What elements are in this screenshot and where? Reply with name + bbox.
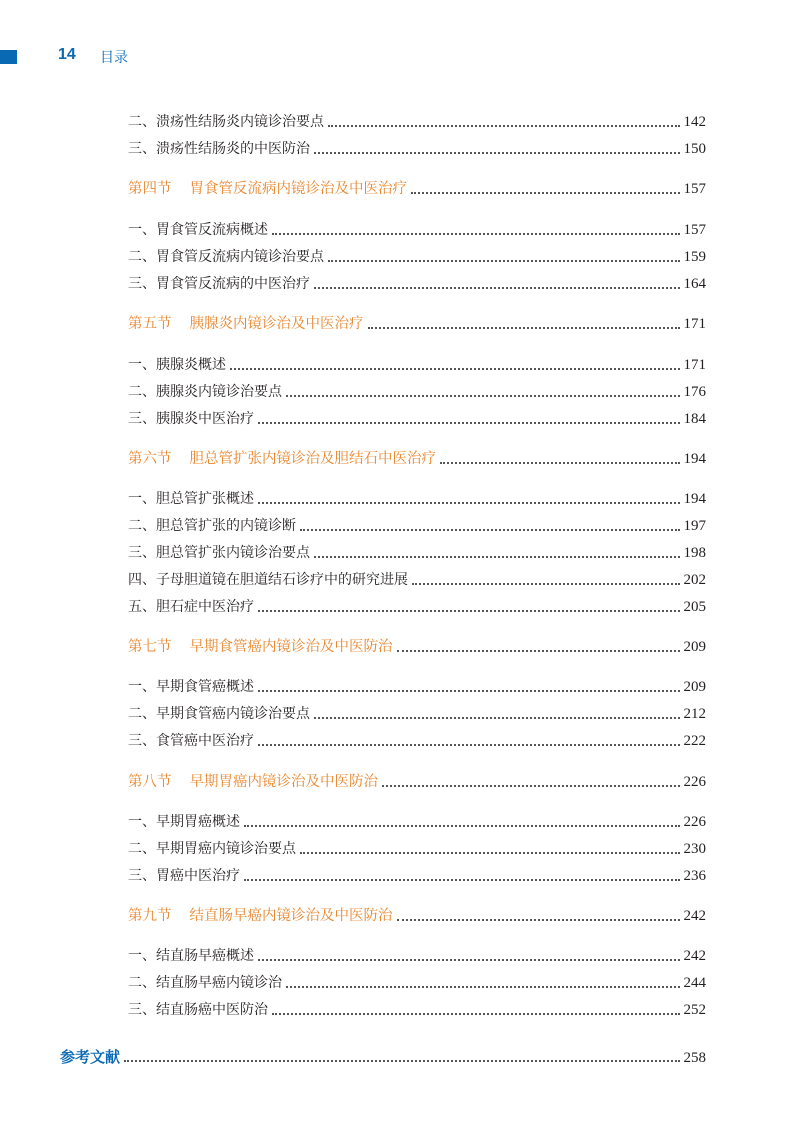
- toc-section-number: 第九节: [128, 908, 172, 924]
- toc-item-label: 三、胃癌中医治疗: [128, 868, 240, 884]
- toc-item-label: 三、溃疡性结肠炎的中医防治: [128, 141, 310, 157]
- toc-item[interactable]: [128, 945, 706, 967]
- dot-leader: [314, 555, 680, 558]
- toc-section-number: 第五节: [128, 316, 172, 332]
- toc-item-label: 一、早期胃癌概述: [128, 814, 240, 830]
- toc-section[interactable]: [128, 636, 706, 658]
- toc-item[interactable]: [128, 811, 706, 833]
- toc-item[interactable]: [128, 730, 706, 752]
- toc-item[interactable]: [128, 972, 706, 994]
- toc-item[interactable]: [128, 138, 706, 160]
- toc-item[interactable]: [128, 569, 706, 591]
- toc-section-label: [128, 636, 393, 658]
- toc-item-page: 242: [683, 948, 706, 964]
- toc-item[interactable]: [128, 273, 706, 295]
- toc-item-page: 142: [683, 114, 706, 130]
- toc-item-label: 三、胰腺炎中医治疗: [128, 411, 254, 427]
- header-title: 目录: [100, 50, 128, 66]
- toc-item[interactable]: [128, 246, 706, 268]
- toc-item[interactable]: [128, 865, 706, 887]
- toc-section-label: [128, 905, 393, 927]
- dot-leader: [258, 958, 680, 961]
- dot-leader: [258, 501, 680, 504]
- toc-section-label: [128, 178, 407, 200]
- toc-item-label: 一、胃食管反流病概述: [128, 222, 268, 238]
- dot-leader: [368, 326, 680, 329]
- dot-leader: [244, 824, 680, 827]
- toc-item-page: 198: [683, 545, 706, 561]
- toc-section-page: 157: [683, 181, 706, 197]
- dot-leader: [300, 528, 680, 531]
- dot-leader: [440, 461, 680, 464]
- dot-leader: [244, 878, 680, 881]
- toc-section-title: 胰腺炎内镜诊治及中医治疗: [189, 316, 364, 332]
- dot-leader: [328, 259, 680, 262]
- toc-item-page: 209: [683, 679, 706, 695]
- toc-references-page: 258: [683, 1050, 706, 1066]
- page-number: 14: [58, 46, 76, 63]
- dot-leader: [382, 784, 680, 787]
- dot-leader: [258, 689, 680, 692]
- toc-item[interactable]: [128, 676, 706, 698]
- toc-item-page: 205: [683, 599, 706, 615]
- dot-leader: [314, 151, 680, 154]
- toc-section-title: 早期胃癌内镜诊治及中医防治: [189, 774, 378, 790]
- toc-item-page: 252: [683, 1002, 706, 1018]
- toc-item-label: 二、溃疡性结肠炎内镜诊治要点: [128, 114, 324, 130]
- dot-leader: [286, 394, 680, 397]
- toc-section-page: 209: [683, 639, 706, 655]
- toc-item-label: 二、结直肠早癌内镜诊治: [128, 975, 282, 991]
- toc-item[interactable]: [128, 515, 706, 537]
- toc-item-label: 一、胆总管扩张概述: [128, 491, 254, 507]
- toc-section-label: [128, 313, 364, 335]
- dot-leader: [286, 985, 680, 988]
- toc-item-page: 226: [683, 814, 706, 830]
- toc-item[interactable]: [128, 354, 706, 376]
- toc-item-label: 二、早期食管癌内镜诊治要点: [128, 706, 310, 722]
- toc-item-label: 二、早期胃癌内镜诊治要点: [128, 841, 296, 857]
- toc-item-page: 164: [683, 276, 706, 292]
- toc-section[interactable]: [128, 178, 706, 200]
- toc-item[interactable]: [128, 408, 706, 430]
- toc-section-page: 242: [683, 908, 706, 924]
- toc-item-page: 194: [683, 491, 706, 507]
- toc-section-title: 结直肠早癌内镜诊治及中医防治: [189, 908, 393, 924]
- toc-section[interactable]: [128, 905, 706, 927]
- toc-item[interactable]: [128, 999, 706, 1021]
- toc-section-title: 胆总管扩张内镜诊治及胆结石中医治疗: [189, 451, 436, 467]
- toc-section[interactable]: [128, 771, 706, 793]
- toc-section-label: [128, 448, 436, 470]
- dot-leader: [272, 1012, 680, 1015]
- toc-item[interactable]: [128, 838, 706, 860]
- toc-references-label: 参考文献: [60, 1048, 121, 1066]
- toc-section[interactable]: [128, 448, 706, 470]
- dot-leader: [314, 286, 680, 289]
- toc-item-page: 159: [683, 249, 706, 265]
- toc-section-label: [128, 771, 378, 793]
- toc-section-title: 早期食管癌内镜诊治及中医防治: [189, 639, 393, 655]
- toc-item[interactable]: [128, 542, 706, 564]
- dot-leader: [397, 918, 680, 921]
- dot-leader: [328, 124, 680, 127]
- toc-item-label: 二、胃食管反流病内镜诊治要点: [128, 249, 324, 265]
- toc-item-label: 三、食管癌中医治疗: [128, 733, 254, 749]
- toc-item-page: 222: [683, 733, 706, 749]
- toc-item-page: 184: [683, 411, 706, 427]
- toc-section[interactable]: [128, 313, 706, 335]
- toc-item-page: 171: [683, 357, 706, 373]
- toc-item-label: 二、胰腺炎内镜诊治要点: [128, 384, 282, 400]
- toc-item[interactable]: [128, 111, 706, 133]
- toc-item-label: 五、胆石症中医治疗: [128, 599, 254, 615]
- dot-leader: [258, 421, 680, 424]
- toc-item-label: 三、结直肠癌中医防治: [128, 1002, 268, 1018]
- toc-section-number: 第四节: [128, 181, 172, 197]
- dot-leader: [411, 191, 680, 194]
- toc-item-page: 197: [683, 518, 706, 534]
- toc-item-page: 212: [683, 706, 706, 722]
- toc-item-label: 二、胆总管扩张的内镜诊断: [128, 518, 296, 534]
- dot-leader: [258, 609, 680, 612]
- toc-section-number: 第六节: [128, 451, 172, 467]
- toc-item-page: 157: [683, 222, 706, 238]
- toc-item-label: 一、结直肠早癌概述: [128, 948, 254, 964]
- toc-item[interactable]: [128, 703, 706, 725]
- toc-item-page: 230: [683, 841, 706, 857]
- toc-references[interactable]: [60, 1046, 706, 1068]
- toc-item[interactable]: [128, 488, 706, 510]
- toc-item[interactable]: [128, 596, 706, 618]
- toc-item[interactable]: [128, 219, 706, 241]
- toc-item-label: 三、胆总管扩张内镜诊治要点: [128, 545, 310, 561]
- dot-leader: [412, 582, 680, 585]
- toc-section-page: 171: [683, 316, 706, 332]
- toc-item-label: 一、胰腺炎概述: [128, 357, 226, 373]
- toc-item[interactable]: [128, 381, 706, 403]
- toc-item-page: 150: [683, 141, 706, 157]
- header-accent-bar: [0, 50, 17, 64]
- dot-leader: [258, 743, 680, 746]
- dot-leader: [397, 649, 680, 652]
- toc-item-label: 一、早期食管癌概述: [128, 679, 254, 695]
- toc-section-title: 胃食管反流病内镜诊治及中医治疗: [189, 181, 407, 197]
- toc-item-page: 176: [683, 384, 706, 400]
- dot-leader: [230, 367, 680, 370]
- toc-section-page: 194: [683, 451, 706, 467]
- toc-section-number: 第七节: [128, 639, 172, 655]
- dot-leader: [300, 851, 680, 854]
- toc-item-page: 236: [683, 868, 706, 884]
- toc-item-page: 244: [683, 975, 706, 991]
- dot-leader: [314, 716, 680, 719]
- dot-leader: [272, 232, 680, 235]
- dot-leader: [124, 1059, 679, 1062]
- toc-section-number: 第八节: [128, 774, 172, 790]
- toc-item-page: 202: [683, 572, 706, 588]
- toc-section-page: 226: [683, 774, 706, 790]
- toc-item-label: 四、子母胆道镜在胆道结石诊疗中的研究进展: [128, 572, 408, 588]
- toc-item-label: 三、胃食管反流病的中医治疗: [128, 276, 310, 292]
